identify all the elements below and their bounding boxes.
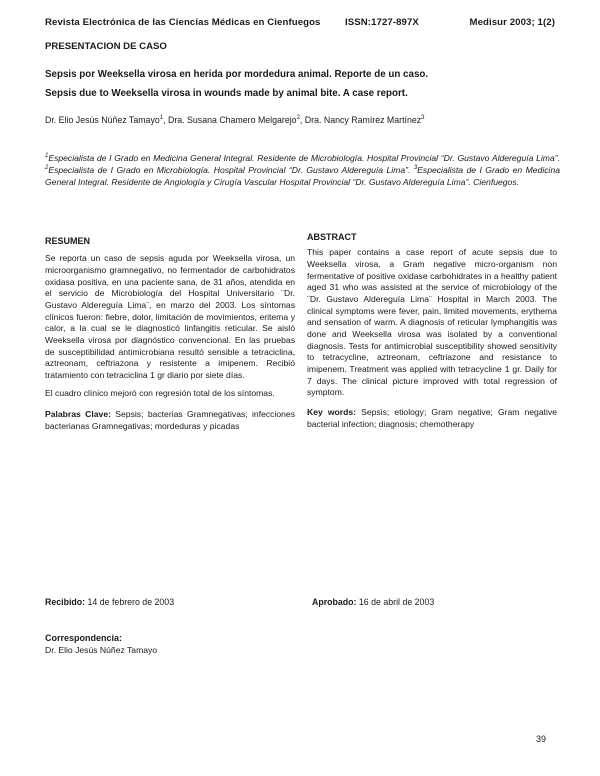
issue-info: Medisur 2003; 1(2) (469, 17, 555, 28)
palabras-clave-label: Palabras Clave: (45, 409, 111, 420)
section-label: PRESENTACION DE CASO (45, 41, 167, 52)
affil-3: Especialista de I Grado en Medicina General Integral. Residente de Angiología y Cirugía Vascular Hospital Provincial “Dr. Gustavo Aldereguía Lima”. Cienfuegos. (45, 165, 561, 188)
journal-name: Revista Electrónica de las Ciencias Médicas en Cienfuegos (45, 17, 321, 28)
received-label: Recibido: (45, 597, 86, 607)
authors (45, 115, 425, 127)
affiliations (45, 152, 560, 188)
received-value: 14 de febrero de 2003 (85, 597, 175, 607)
key-words-text: Sepsis; etiology; Gram negative; Gram negative bacterial infection; diagnosis; chemotherapy (307, 407, 557, 429)
author-2: , Dra. Susana Chamero Melgarejo (163, 115, 297, 125)
author-1: Dr. Elio Jesús Núñez Tamayo (45, 115, 160, 125)
title-spanish: Sepsis por Weeksella virosa en herida por mordedura animal. Reporte de un caso. (45, 69, 429, 80)
title-english: Sepsis due to Weeksella virosa in wounds made by animal bite. A case report. (45, 88, 408, 99)
key-words-label: Key words: (307, 407, 357, 418)
affil-2-sup: 2 (45, 165, 49, 172)
affil-1-sup: 1 (45, 153, 49, 160)
author-1-sup: 1 (159, 115, 164, 122)
resumen-heading: RESUMEN (45, 236, 91, 246)
author-2-sup: 2 (296, 115, 300, 122)
palabras-clave-text: Sepsis; bacterias Gramnegativas; infecciones bacterianas Gramnegativas; mordeduras y picadas (45, 409, 295, 432)
approved-date (312, 597, 434, 609)
palabras-clave (45, 409, 295, 432)
page-number: 39 (536, 734, 547, 744)
abstract-column (307, 231, 557, 437)
resumen-paragraph-2: El cuadro clínico mejoró con regresión total de los síntomas. (45, 387, 275, 398)
affil-3-sup: 3 (413, 165, 418, 172)
approved-value: 16 de abril de 2003 (356, 597, 435, 607)
author-3-sup: 3 (421, 115, 425, 122)
affil-1: Especialista de I Grado en Medicina General Integral. Residente de Microbiología. Hospital Provincial “Dr. Gustavo Aldereguía Lima”. (48, 153, 560, 163)
approved-label: Aprobado: (312, 597, 357, 607)
abstract-heading: ABSTRACT (307, 232, 357, 242)
resumen-column (45, 235, 295, 439)
resumen-paragraph-1: Se reporta un caso de sepsis aguda por Weeksella virosa, un microorganismo gramnegativo, no fermentador de carbohidratos oxidasa positiva, en una paciente sana, de 31 años, atendida en el servicio de Microbiología del Hospital Universitario ¨Dr. Gustavo Aldereguía Lima¨, en marzo del 2003. Los síntomas clínicos fueron: fiebre, dolor, limitación de movimientos, eritema y calor, a la cual se le diagnosticó linfangitis reticular. Se aisló Weeksella virosa por diagnóstico convencional. En las pruebas de susceptibilidad antimicrobiana resultó sensible a tetraciclina, aztreonam, ceftriazona y resistente a imipenem. Recibió tratamiento con tetraciclina 1 gr diario por siete días. (45, 253, 295, 381)
abstract-paragraph: This paper contains a case report of acute sepsis due to Weeksella virosa, a Gram negative micro-organism non fermentative of positive oxidase carbohidrates in a healthy patient aged 31 who was assisted at the service of microbiology of the ¨Dr. Gustavo Aldereguía Lima¨ Hospital in March 2003. The clinical symptoms were fever, pain, limited movements, erythema and sensation of warm. A diagnosis of reticular lymphangitis was done and Weeksella virosa was isolated by a conventional diagnosis. Tests for antimicrobial susceptibility showed sensitivity to tetracycline, aztreonam, ceftriazone and resistance to imipenem. Treatment was applied with tetracycline 1 gr. Daily for 7 days. The clinical picture improved with total regression of symptom. (307, 247, 557, 398)
key-words (307, 407, 557, 430)
received-date (45, 597, 174, 609)
author-3: , Dra. Nancy Ramírez Martínez (299, 115, 422, 125)
affil-2: Especialista de I Grado en Microbiología. Hospital Provincial “Dr. Gustavo Aldereguía Lima”. (48, 165, 411, 176)
issn: ISSN:1727-897X (345, 17, 419, 28)
correspondence-label: Correspondencia: (45, 633, 123, 643)
correspondence-name: Dr. Elio Jesús Núñez Tamayo (45, 645, 158, 655)
